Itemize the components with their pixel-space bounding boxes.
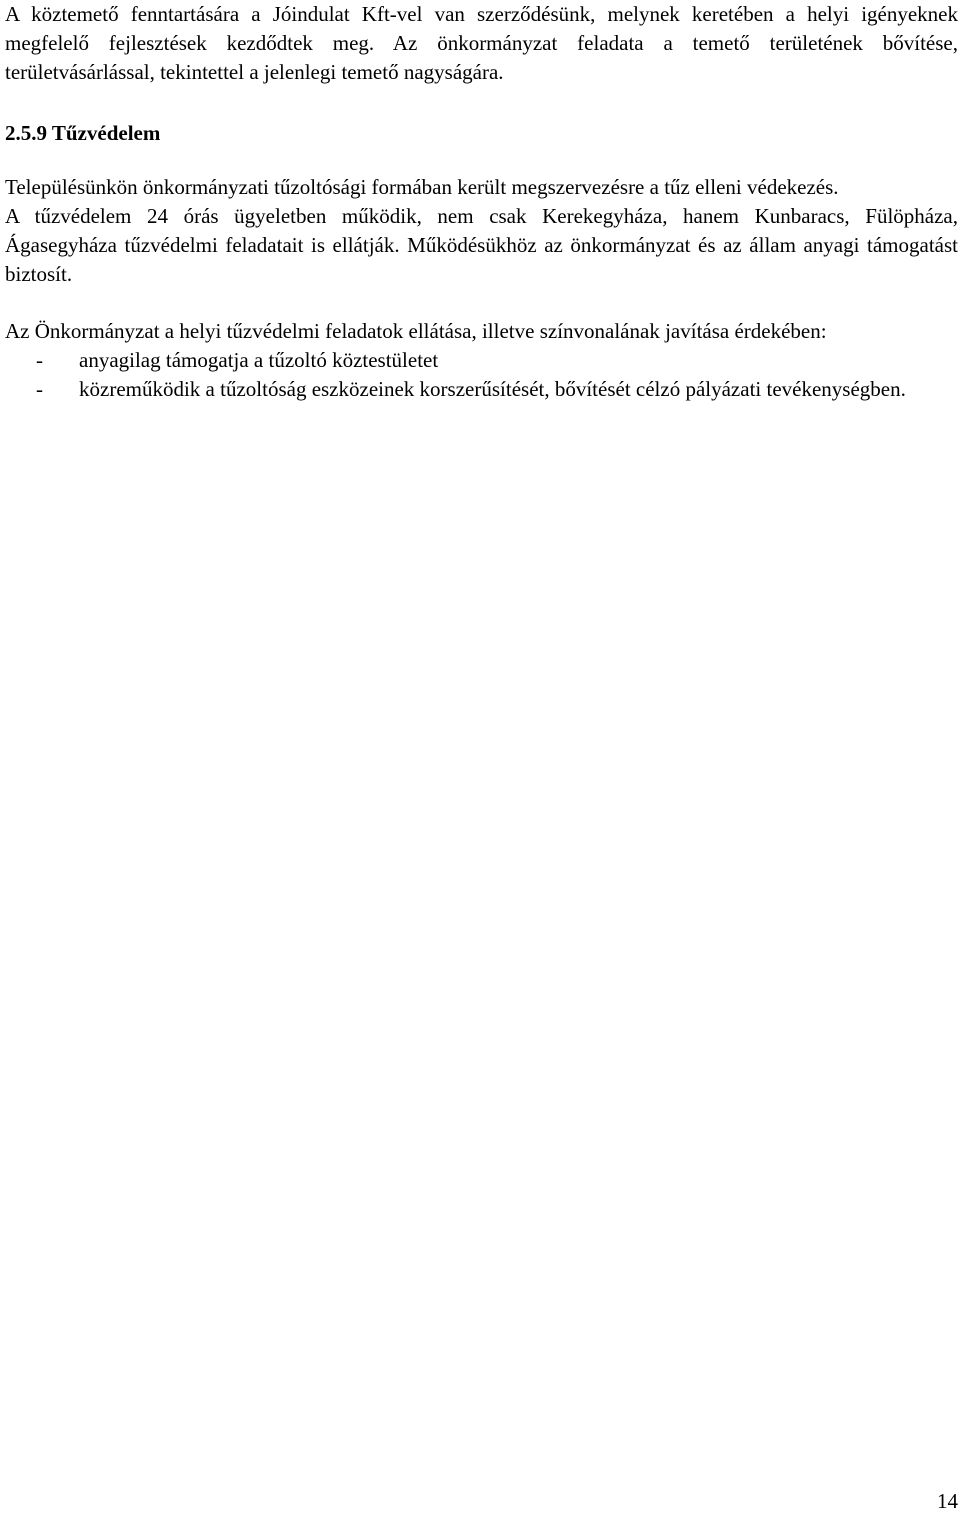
list-item	[5, 346, 958, 375]
list-item	[5, 375, 958, 404]
list-marker: -	[36, 377, 43, 401]
intro-paragraph: A köztemető fenntartására a Jóindulat Kft-vel van szerződésünk, melynek keretében a helyi igényeknek megfelelő fejlesztések kezdődtek meg. Az önkormányzat feladata a temető területének bővítése, területvásárlással, tekintettel a jelenlegi temető nagyságára.	[5, 2, 958, 84]
section-heading: 2.5.9 Tűzvédelem	[5, 121, 161, 145]
page-number: 14	[937, 1489, 958, 1513]
list-item-text: anyagilag támogatja a tűzoltó köztestületet	[79, 348, 439, 372]
paragraph-tasks-intro: Az Önkormányzat a helyi tűzvédelmi feladatok ellátása, illetve színvonalának javítása érdekében:	[5, 319, 827, 343]
list-item-text: közreműködik a tűzoltóság eszközeinek korszerűsítését, bővítését célzó pályázati tevékenységben.	[79, 377, 906, 401]
document-page	[5, 0, 958, 404]
task-list	[5, 346, 958, 404]
list-marker: -	[36, 348, 43, 372]
paragraph-service: A tűzvédelem 24 órás ügyeletben működik, nem csak Kerekegyháza, hanem Kunbaracs, Fülöpháza, Ágasegyháza tűzvédelmi feladatait is ellátják. Működésükhöz az önkormányzat és az állam anyagi támogatást biztosít.	[5, 204, 958, 286]
paragraph-organization: Településünkön önkormányzati tűzoltósági formában került megszervezésre a tűz elleni védekezés.	[5, 175, 839, 199]
